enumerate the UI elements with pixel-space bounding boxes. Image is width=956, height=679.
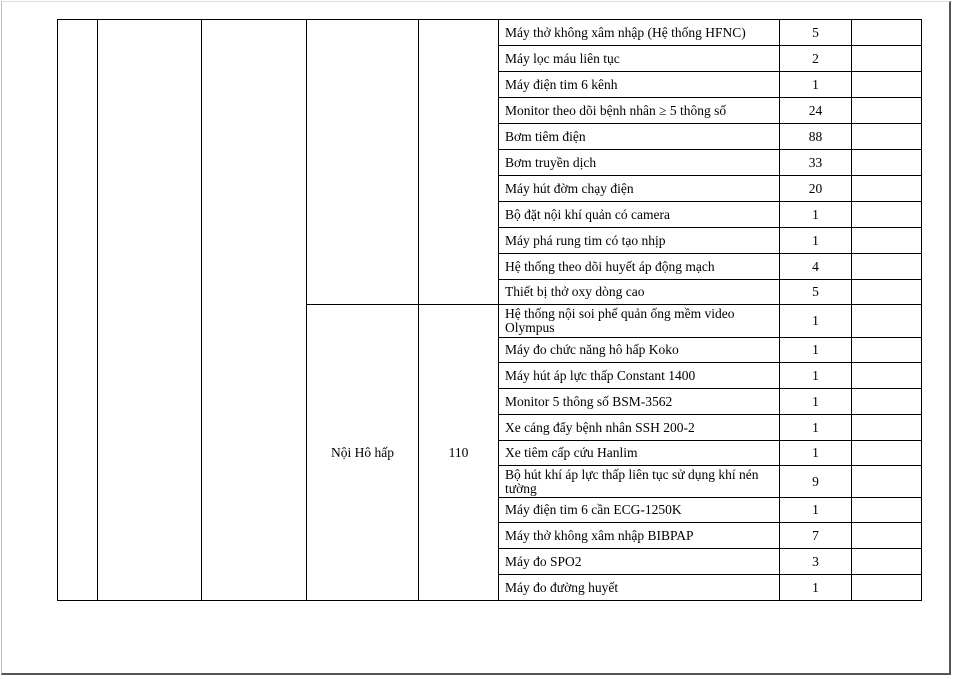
equipment-name: Máy hút áp lực thấp Constant 1400: [499, 363, 780, 389]
notes-cell: [852, 202, 922, 228]
equipment-name: Máy lọc máu liên tục: [499, 46, 780, 72]
blank-column-1: [58, 20, 98, 601]
equipment-table-body: [58, 20, 922, 601]
equipment-name: Máy đo đường huyết: [499, 575, 780, 601]
equipment-quantity: 2: [780, 46, 852, 72]
equipment-name: Monitor 5 thông số BSM-3562: [499, 389, 780, 415]
notes-cell: [852, 363, 922, 389]
equipment-name: Máy hút đờm chạy điện: [499, 176, 780, 202]
equipment-quantity: 1: [780, 415, 852, 441]
equipment-quantity: 9: [780, 466, 852, 498]
equipment-name: Máy thở không xâm nhập (Hệ thống HFNC): [499, 20, 780, 46]
equipment-quantity: 88: [780, 124, 852, 150]
equipment-name: Máy thở không xâm nhập BIBPAP: [499, 523, 780, 549]
department-cell: Nội Hô hấp: [307, 305, 419, 601]
equipment-name: Máy điện tim 6 cần ECG-1250K: [499, 498, 780, 523]
equipment-name: Bộ đặt nội khí quản có camera: [499, 202, 780, 228]
equipment-quantity: 5: [780, 280, 852, 305]
notes-cell: [852, 98, 922, 124]
equipment-name: Xe cáng đẩy bệnh nhân SSH 200-2: [499, 415, 780, 441]
equipment-quantity: 1: [780, 305, 852, 338]
notes-cell: [852, 72, 922, 98]
equipment-quantity: 4: [780, 254, 852, 280]
table-row: [58, 20, 922, 46]
notes-cell: [852, 228, 922, 254]
equipment-quantity: 1: [780, 441, 852, 466]
notes-cell: [852, 150, 922, 176]
equipment-name: Monitor theo dõi bệnh nhân ≥ 5 thông số: [499, 98, 780, 124]
equipment-name: Máy đo chức năng hô hấp Koko: [499, 338, 780, 363]
notes-cell: [852, 415, 922, 441]
notes-cell: [852, 523, 922, 549]
notes-cell: [852, 305, 922, 338]
equipment-name: Thiết bị thở oxy dòng cao: [499, 280, 780, 305]
department-cell: [307, 20, 419, 305]
equipment-name: Xe tiêm cấp cứu Hanlim: [499, 441, 780, 466]
equipment-quantity: 1: [780, 575, 852, 601]
equipment-name: Máy điện tim 6 kênh: [499, 72, 780, 98]
equipment-name: Máy phá rung tim có tạo nhịp: [499, 228, 780, 254]
equipment-quantity: 1: [780, 389, 852, 415]
notes-cell: [852, 441, 922, 466]
notes-cell: [852, 575, 922, 601]
equipment-quantity: 7: [780, 523, 852, 549]
notes-cell: [852, 280, 922, 305]
equipment-name: Bộ hút khí áp lực thấp liên tục sử dụng khí nén tường: [499, 466, 780, 498]
equipment-quantity: 3: [780, 549, 852, 575]
notes-cell: [852, 254, 922, 280]
equipment-quantity: 24: [780, 98, 852, 124]
notes-cell: [852, 389, 922, 415]
notes-cell: [852, 338, 922, 363]
equipment-quantity: 1: [780, 228, 852, 254]
equipment-quantity: 5: [780, 20, 852, 46]
count-cell: 110: [419, 305, 499, 601]
blank-column-2: [98, 20, 202, 601]
equipment-name: Máy đo SPO2: [499, 549, 780, 575]
count-cell: [419, 20, 499, 305]
equipment-quantity: 1: [780, 338, 852, 363]
equipment-name: Hệ thống theo dõi huyết áp động mạch: [499, 254, 780, 280]
notes-cell: [852, 549, 922, 575]
equipment-quantity: 20: [780, 176, 852, 202]
equipment-table: [57, 19, 922, 601]
equipment-name: Hệ thống nội soi phế quản ống mềm video Olympus: [499, 305, 780, 338]
equipment-quantity: 33: [780, 150, 852, 176]
blank-column-3: [202, 20, 307, 601]
equipment-quantity: 1: [780, 498, 852, 523]
notes-cell: [852, 498, 922, 523]
notes-cell: [852, 46, 922, 72]
equipment-quantity: 1: [780, 72, 852, 98]
notes-cell: [852, 176, 922, 202]
notes-cell: [852, 466, 922, 498]
equipment-quantity: 1: [780, 202, 852, 228]
equipment-name: Bơm tiêm điện: [499, 124, 780, 150]
notes-cell: [852, 124, 922, 150]
notes-cell: [852, 20, 922, 46]
equipment-name: Bơm truyền dịch: [499, 150, 780, 176]
equipment-quantity: 1: [780, 363, 852, 389]
